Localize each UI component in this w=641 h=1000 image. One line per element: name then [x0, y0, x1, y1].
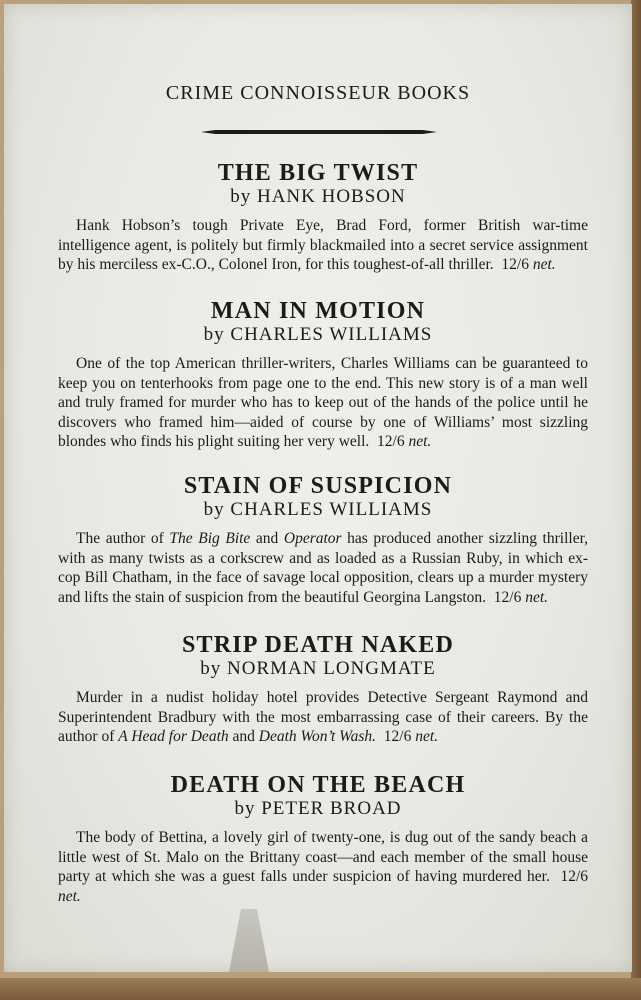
book-price: 12/6 net.	[377, 433, 432, 451]
book-description: Hank Hobson’s tough Private Eye, Brad Ford, former British war-time intelligence agent, is politely but firmly blackmailed into a secret service assignment by his merciless ex-C.O., Colonel Iron, for this toughest-of-all thriller. 12/6 net.	[58, 217, 588, 274]
book-price: 12/6 net.	[501, 256, 556, 274]
referenced-title: The Big Bite	[169, 530, 251, 547]
book-description: The author of The Big Bite and Operator has produced another sizzling thriller, with as many twists as a corkscrew and as loaded as a Russian Ruby, in which ex-cop Bill Chatham, in the face of savage local opposition, clears up a murder mystery and lifts the stain of suspicion from the beautiful Georgina Langston. 12/6 net.	[58, 530, 588, 606]
book-entry-man-in-motion	[4, 298, 632, 452]
series-title: CRIME CONNOISSEUR BOOKS	[165, 82, 471, 104]
book-entry-death-on-the-beach	[4, 772, 632, 906]
book-author: by NORMAN LONGMATE	[200, 658, 436, 679]
book-author: by PETER BROAD	[234, 798, 402, 819]
referenced-title: A Head for Death	[118, 728, 229, 746]
book-jacket-back	[4, 4, 632, 972]
ornamental-rule	[201, 130, 437, 134]
book-price: 12/6 net.	[383, 728, 439, 746]
book-entry-the-big-twist	[4, 160, 632, 275]
book-entry-stain-of-suspicion	[4, 473, 632, 607]
book-description: Murder in a nudist holiday hotel provides Detective Sergeant Raymond and Superintendent Bradbury with the most embarrassing case of their careers. By the author of A Head for Death and Death Won’t Wash. 12/6 net.	[58, 689, 588, 746]
book-price: 12/6 net.	[493, 588, 549, 606]
book-author: by HANK HOBSON	[230, 186, 406, 207]
referenced-title: Operator	[283, 530, 342, 547]
book-description: One of the top American thriller-writers, Charles Williams can be guaranteed to keep you on tenterhooks from page one to the end. This new story is of a man well and truly framed for murder who has to keep out of the hands of the police until he discovers who framed him—aided of course by one of Williams’ most sizzling blondes who finds his plight suiting her very well. 12/6 net.	[58, 355, 588, 451]
book-title: DEATH ON THE BEACH	[170, 772, 466, 798]
book-description: The body of Bettina, a lovely girl of twenty-one, is dug out of the sandy beach a little west of St. Malo on the Brittany coast—and each member of the small house party at which she was a guest falls under suspicion of having murdered her. 12/6 net.	[58, 829, 589, 905]
cover-edge-right	[631, 0, 641, 1000]
book-title: STRIP DEATH NAKED	[181, 632, 454, 658]
book-entry-strip-death-naked	[4, 632, 632, 747]
book-author: by CHARLES WILLIAMS	[203, 499, 433, 520]
book-title: STAIN OF SUSPICION	[183, 473, 453, 499]
jacket-tear	[229, 909, 269, 972]
book-title: MAN IN MOTION	[210, 298, 426, 324]
book-title: THE BIG TWIST	[217, 160, 419, 186]
book-author: by CHARLES WILLIAMS	[203, 324, 433, 345]
cover-edge-bottom	[0, 978, 641, 1000]
book-price: 12/6 net.	[58, 868, 589, 905]
referenced-title: Death Won’t Wash.	[258, 728, 377, 746]
